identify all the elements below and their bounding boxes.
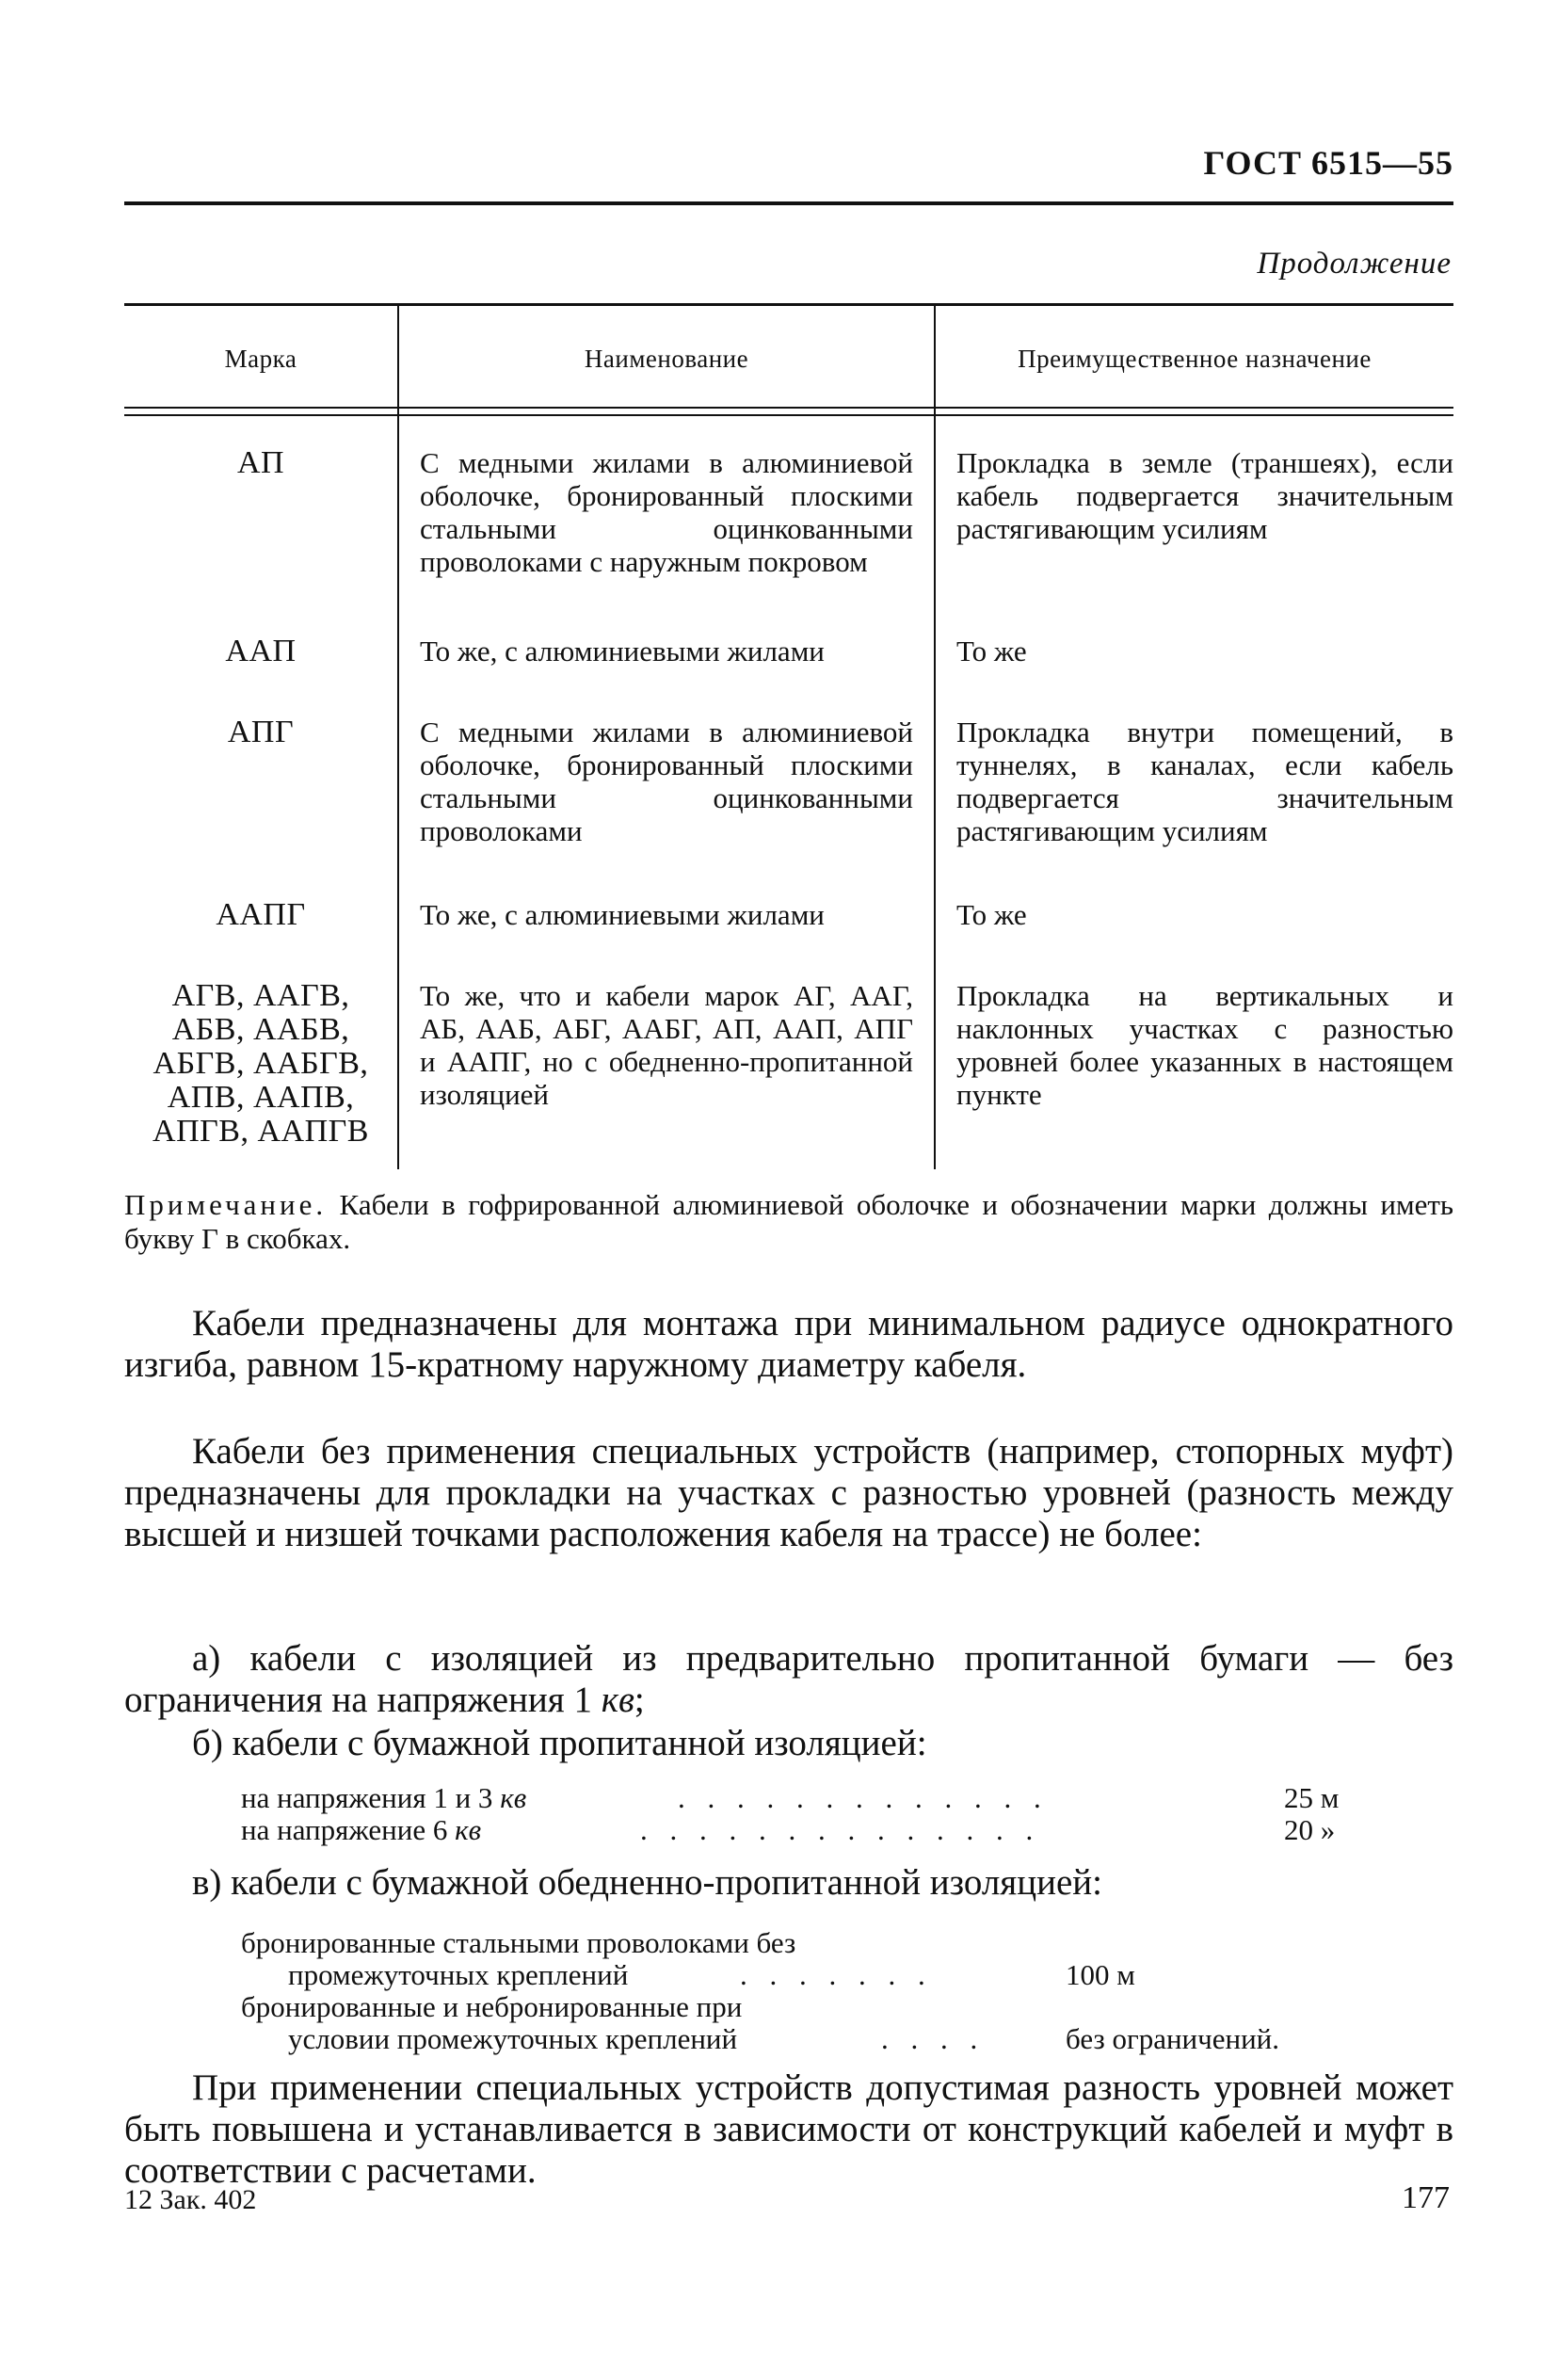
cell-name: То же, с алюминиевыми жилами: [420, 635, 825, 667]
unit: кв: [455, 1813, 482, 1846]
cell-purpose: То же: [956, 898, 1027, 931]
note-text: Кабели в гофрированной алюминиевой оболочке и обозначении марки должны иметь букву Г в скобках.: [124, 1188, 1454, 1255]
list-item-text: б) кабели с бумажной пропитанной изоляцией:: [192, 1723, 927, 1763]
header-rule: [124, 201, 1453, 205]
cell-name: С медными жилами в алюминиевой оболочке, бронированный плоскими стальными оцинкованными проволоками: [420, 716, 913, 847]
list-item-a: [124, 1638, 1453, 1721]
list-item-text: [124, 1638, 1453, 1721]
value-row-label: бронированные стальными проволоками без: [241, 1926, 796, 1959]
cell-name: С медными жилами в алюминиевой оболочке, бронированный плоскими стальными оцинкованными проволоками с наружным покровом: [420, 446, 913, 578]
table-head-rule: [124, 407, 1453, 409]
paragraph-text: Кабели предназначены для монтажа при минимальном радиусе однократного изгиба, равном 15-кратному наружному диаметру кабеля.: [124, 1303, 1453, 1385]
mark-line: АГВ, ААГВ,: [171, 978, 350, 1013]
punctuation: ;: [634, 1680, 645, 1720]
row-value: 100 м: [1066, 1958, 1135, 1991]
row-value: без ограничений.: [1066, 2022, 1280, 2055]
paragraph: [124, 1431, 1453, 1555]
cell-name: То же, с алюминиевыми жилами: [420, 898, 825, 931]
list-text: а) кабели с изоляцией из предварительно пропитанной бумаги — без ограничения на напряжения 1: [124, 1638, 1453, 1720]
print-order-mark: 12 Зак. 402: [124, 2184, 257, 2215]
table-note: [124, 1188, 1453, 1256]
cell-mark-list: [124, 979, 397, 1149]
mark-line: АПГВ, ААПГВ: [152, 1114, 369, 1149]
paragraph: [124, 1303, 1453, 1386]
cell-purpose: То же: [956, 635, 1027, 667]
list-item-text: в) кабели с бумажной обедненно-пропитанной изоляцией:: [192, 1862, 1102, 1903]
note-label: Примечание.: [124, 1188, 328, 1221]
row-value: 20 »: [1284, 1813, 1336, 1846]
row-value: 25 м: [1284, 1781, 1340, 1814]
paragraph-text: При применении специальных устройств допустимая разность уровней может быть повышена и устанавливается в зависимости от конструкций кабелей и муфт в соответствии с расчетами.: [124, 2067, 1453, 2191]
cell-mark: АП: [236, 445, 285, 480]
leader-dots: . . . . . . . . . . . . . .: [640, 1813, 1041, 1846]
value-row: [241, 1781, 526, 1815]
cell-purpose: Прокладка в земле (траншеях), если кабель подвергается значительным растягивающим усилиям: [956, 446, 1453, 545]
row-label: на напряжения 1 и 3: [241, 1781, 501, 1814]
unit: кв: [500, 1781, 527, 1814]
cell-purpose: Прокладка внутри помещений, в туннелях, в каналах, если кабель подвергается значительным растягивающим усилиям: [956, 716, 1453, 847]
table-top-rule: [124, 303, 1453, 306]
table-column-divider: [934, 303, 936, 1169]
cell-mark: ААПГ: [216, 897, 306, 932]
mark-line: АБГВ, ААБГВ,: [152, 1046, 369, 1081]
mark-line: АБВ, ААБВ,: [171, 1012, 350, 1047]
page-number: 177: [1402, 2180, 1450, 2215]
paragraph-text: Кабели без применения специальных устройств (например, стопорных муфт) предназначены для прокладки на участках с разностью уровней (разность между высшей и низшей точками расположения кабеля на трассе) не более:: [124, 1431, 1453, 1554]
cell-name: То же, что и кабели марок АГ, ААГ, АБ, ААБ, АБГ, ААБГ, АП, ААП, АПГ и ААПГ, но с обедненно-пропитанной изоляцией: [420, 979, 913, 1111]
list-item-b: [124, 1723, 1453, 1764]
list-item-v: [124, 1862, 1453, 1904]
standard-code: ГОСТ 6515—55: [1203, 144, 1453, 182]
value-row-label: бронированные и небронированные при: [241, 1990, 743, 2023]
column-header-mark: Марка: [224, 345, 297, 373]
cell-mark: АПГ: [227, 715, 295, 749]
value-row-label: условии промежуточных креплений: [288, 2022, 738, 2055]
unit: кв: [601, 1680, 634, 1720]
final-paragraph: [124, 2067, 1453, 2192]
cable-table: [124, 303, 1453, 1169]
mark-line: АПВ, ААПВ,: [167, 1080, 355, 1115]
column-header-name: Наименование: [584, 345, 749, 373]
cell-purpose: Прокладка на вертикальных и наклонных участках с разностью уровней более указанных в настоящем пункте: [956, 979, 1453, 1111]
cell-mark: ААП: [225, 634, 297, 668]
table-column-divider: [397, 303, 399, 1169]
value-row-label: промежуточных креплений: [288, 1958, 629, 1991]
column-header-purpose: Преимущественное назначение: [1018, 345, 1372, 373]
continuation-label: Продолжение: [1257, 247, 1452, 281]
table-head-rule-double: [124, 414, 1453, 416]
row-label: на напряжение 6: [241, 1813, 456, 1846]
leader-dots: . . . . . . . . . . . . .: [678, 1781, 1049, 1814]
leader-dots: . . . . . . .: [740, 1958, 933, 1991]
value-row: [241, 1813, 481, 1847]
leader-dots: . . . .: [881, 2022, 986, 2055]
